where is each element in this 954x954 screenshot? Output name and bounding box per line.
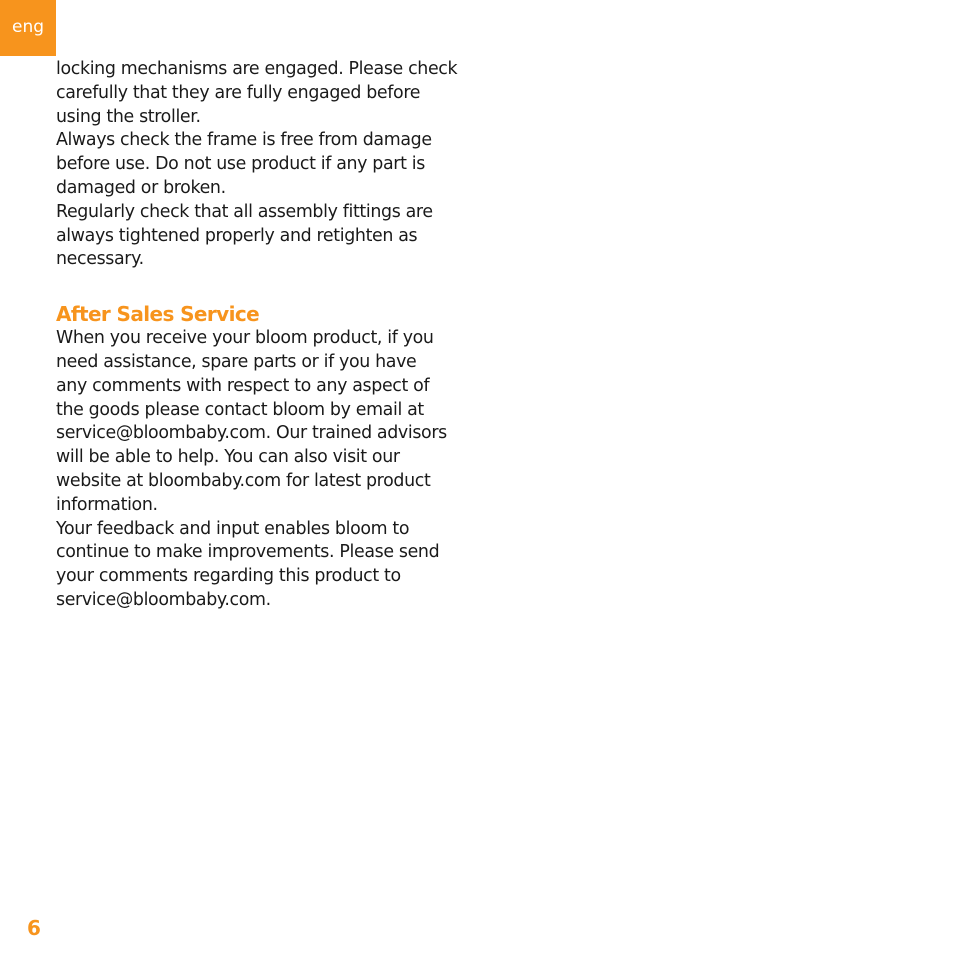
text-line: information. xyxy=(56,494,158,515)
intro-paragraphs xyxy=(56,58,476,272)
text-line: Your feedback and input enables bloom to xyxy=(56,518,410,539)
text-line: the goods please contact bloom by email at xyxy=(56,399,424,420)
text-line: website at bloombaby.com for latest product xyxy=(56,470,431,491)
text-line: carefully that they are fully engaged before xyxy=(56,82,421,103)
text-line: need assistance, spare parts or if you have xyxy=(56,351,417,372)
language-tab: eng xyxy=(0,0,56,56)
after-sales-section xyxy=(56,300,476,613)
page-number: 6 xyxy=(27,916,41,940)
text-line: continue to make improvements. Please send xyxy=(56,542,440,563)
text-line: will be able to help. You can also visit our xyxy=(56,447,400,468)
text-line: service@bloombaby.com. xyxy=(56,589,271,610)
text-line: locking mechanisms are engaged. Please check xyxy=(56,59,458,79)
text-line: using the stroller. xyxy=(56,106,201,127)
text-line: your comments regarding this product to xyxy=(56,566,401,587)
text-line: Always check the frame is free from damage xyxy=(56,130,432,151)
section-heading: After Sales Service xyxy=(56,302,260,327)
text-line: Regularly check that all assembly fittings are xyxy=(56,201,433,222)
text-line: service@bloombaby.com. Our trained advisors xyxy=(56,423,447,444)
section-spacer xyxy=(56,272,476,300)
text-line: any comments with respect to any aspect of xyxy=(56,375,430,396)
text-line: before use. Do not use product if any part is xyxy=(56,154,425,175)
text-line: always tightened properly and retighten as xyxy=(56,225,418,246)
text-column xyxy=(56,58,476,613)
text-line: damaged or broken. xyxy=(56,177,226,198)
text-line: When you receive your bloom product, if you xyxy=(56,328,434,349)
text-line: necessary. xyxy=(56,249,144,270)
